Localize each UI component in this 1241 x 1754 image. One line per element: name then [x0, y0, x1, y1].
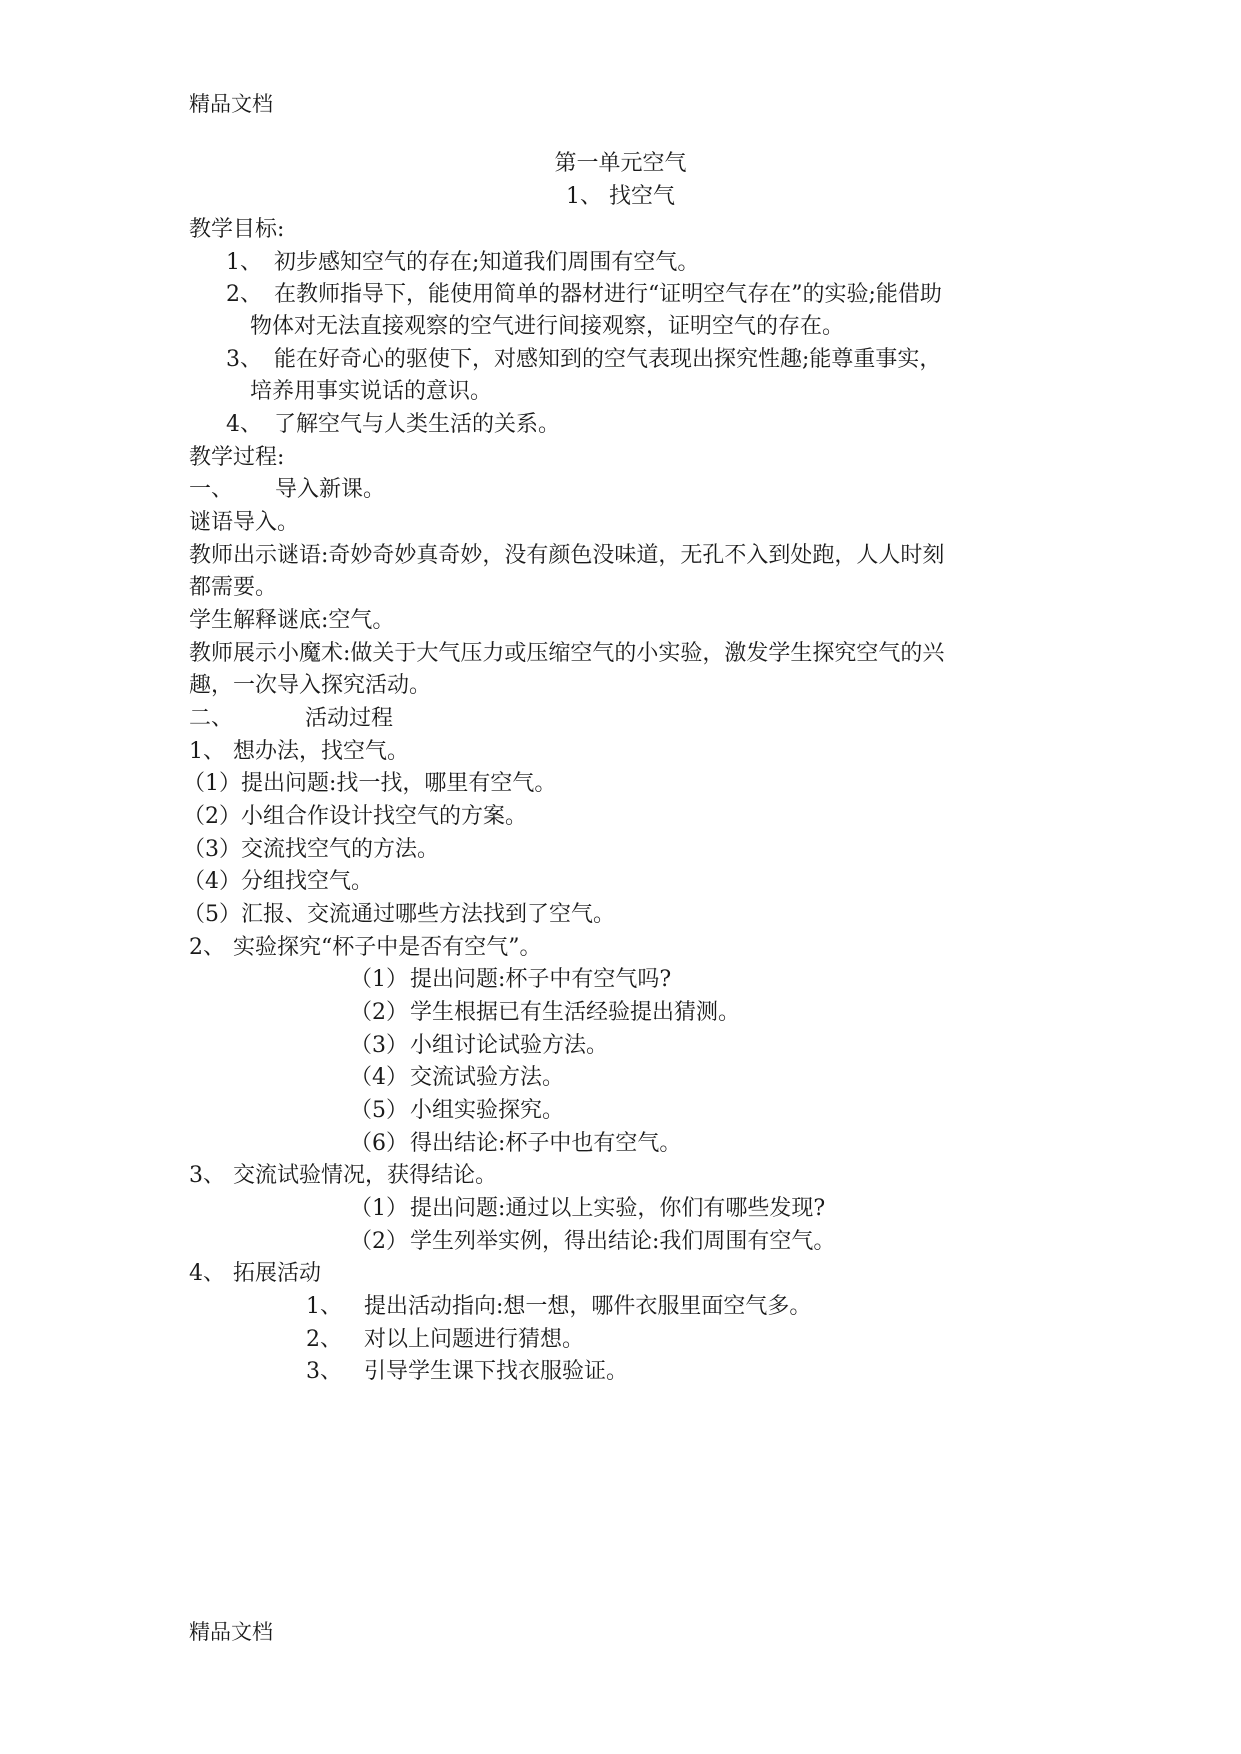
paragraph-line: 趣，一次导入探究活动。	[189, 673, 432, 698]
paragraph-line: 教师出示谜语:奇妙奇妙真奇妙，没有颜色没味道，无孔不入到处跑，人人时刻	[189, 543, 945, 568]
step-heading	[189, 933, 542, 963]
list-item	[350, 1194, 825, 1224]
list-item	[350, 965, 671, 995]
list-item: （1）提出问题:找一找，哪里有空气。	[183, 771, 557, 796]
goal-text: 了解空气与人类生活的关系。	[274, 412, 561, 437]
list-item	[350, 1227, 835, 1257]
item-text: 提出问题:通过以上实验，你们有哪些发现?	[410, 1196, 826, 1221]
step-number: 2、	[189, 935, 225, 960]
goals-heading: 教学目标:	[189, 217, 285, 242]
item-text: 得出结论:杯子中也有空气。	[410, 1131, 682, 1156]
list-item	[350, 1129, 681, 1159]
paragraph-line: 教师展示小魔术:做关于大气压力或压缩空气的小实验，激发学生探究空气的兴	[189, 641, 945, 666]
goal-number: 2、	[226, 282, 262, 307]
page-footer: 精品文档	[189, 1620, 273, 1644]
goal-number: 1、	[226, 250, 262, 275]
item-text: 小组讨论试验方法。	[410, 1033, 609, 1058]
step-heading	[189, 1259, 321, 1289]
item-number: （2）	[350, 1229, 408, 1254]
paragraph-line: 谜语导入。	[189, 510, 300, 535]
section-number: 一、	[189, 477, 234, 502]
list-item: （4）分组找空气。	[183, 869, 373, 894]
process-heading: 教学过程:	[189, 445, 285, 470]
goal-item	[226, 345, 941, 375]
step-number: 3、	[189, 1163, 225, 1188]
section-label: 活动过程	[305, 706, 394, 731]
list-item	[350, 1063, 564, 1093]
list-item	[306, 1292, 811, 1322]
item-number: （2）	[350, 1000, 408, 1025]
step-number: 4、	[189, 1261, 225, 1286]
lesson-title: 1、 找空气	[566, 184, 675, 209]
item-text: 学生根据已有生活经验提出猜测。	[410, 1000, 741, 1025]
item-text: 对以上问题进行猜想。	[364, 1327, 585, 1352]
item-number: （6）	[350, 1131, 408, 1156]
goal-text: 初步感知空气的存在;知道我们周围有空气。	[274, 250, 700, 275]
step-label: 拓展活动	[233, 1261, 322, 1286]
item-text: 引导学生课下找衣服验证。	[364, 1359, 629, 1384]
item-number: （1）	[350, 967, 408, 992]
item-number: （1）	[350, 1196, 408, 1221]
goal-item	[226, 248, 699, 278]
list-item: （3）交流找空气的方法。	[183, 837, 439, 862]
goal-text-continued: 培养用事实说话的意识。	[250, 379, 493, 404]
item-number: （5）	[350, 1098, 408, 1123]
step-label: 交流试验情况，获得结论。	[233, 1163, 498, 1188]
document-title: 第一单元空气	[554, 151, 687, 176]
item-text: 提出问题:杯子中有空气吗?	[410, 967, 672, 992]
section-label: 导入新课。	[275, 477, 386, 502]
item-number: 1、	[306, 1294, 342, 1319]
goal-text: 能在好奇心的驱使下，对感知到的空气表现出探究性趣;能尊重事实，	[274, 347, 942, 372]
list-item	[306, 1357, 628, 1387]
step-label: 想办法，找空气。	[233, 739, 410, 764]
item-number: （4）	[350, 1065, 408, 1090]
item-text: 交流试验方法。	[410, 1065, 565, 1090]
goal-text-continued: 物体对无法直接观察的空气进行间接观察，证明空气的存在。	[250, 314, 845, 339]
list-item: （2）小组合作设计找空气的方案。	[183, 804, 527, 829]
goal-text: 在教师指导下，能使用简单的器材进行“证明空气存在”的实验;能借助	[274, 282, 942, 307]
goal-item	[226, 410, 560, 440]
item-number: 3、	[306, 1359, 342, 1384]
list-item	[306, 1325, 584, 1355]
item-number: 2、	[306, 1327, 342, 1352]
goal-number: 4、	[226, 412, 262, 437]
list-item	[350, 998, 740, 1028]
section-heading	[189, 475, 385, 505]
step-heading	[189, 737, 409, 767]
item-text: 提出活动指向:想一想，哪件衣服里面空气多。	[364, 1294, 812, 1319]
list-item	[350, 1031, 608, 1061]
goal-number: 3、	[226, 347, 262, 372]
page-header: 精品文档	[189, 92, 273, 116]
list-item: （5）汇报、交流通过哪些方法找到了空气。	[183, 902, 615, 927]
list-item	[350, 1096, 564, 1126]
step-heading	[189, 1161, 497, 1191]
section-number: 二、	[189, 706, 234, 731]
step-number: 1、	[189, 739, 225, 764]
item-number: （3）	[350, 1033, 408, 1058]
paragraph-line: 学生解释谜底:空气。	[189, 608, 395, 633]
step-label: 实验探究“杯子中是否有空气”。	[233, 935, 542, 960]
item-text: 学生列举实例，得出结论:我们周围有空气。	[410, 1229, 836, 1254]
section-heading	[189, 704, 393, 734]
item-text: 小组实验探究。	[410, 1098, 565, 1123]
goal-item	[226, 280, 942, 310]
paragraph-line: 都需要。	[189, 575, 278, 600]
